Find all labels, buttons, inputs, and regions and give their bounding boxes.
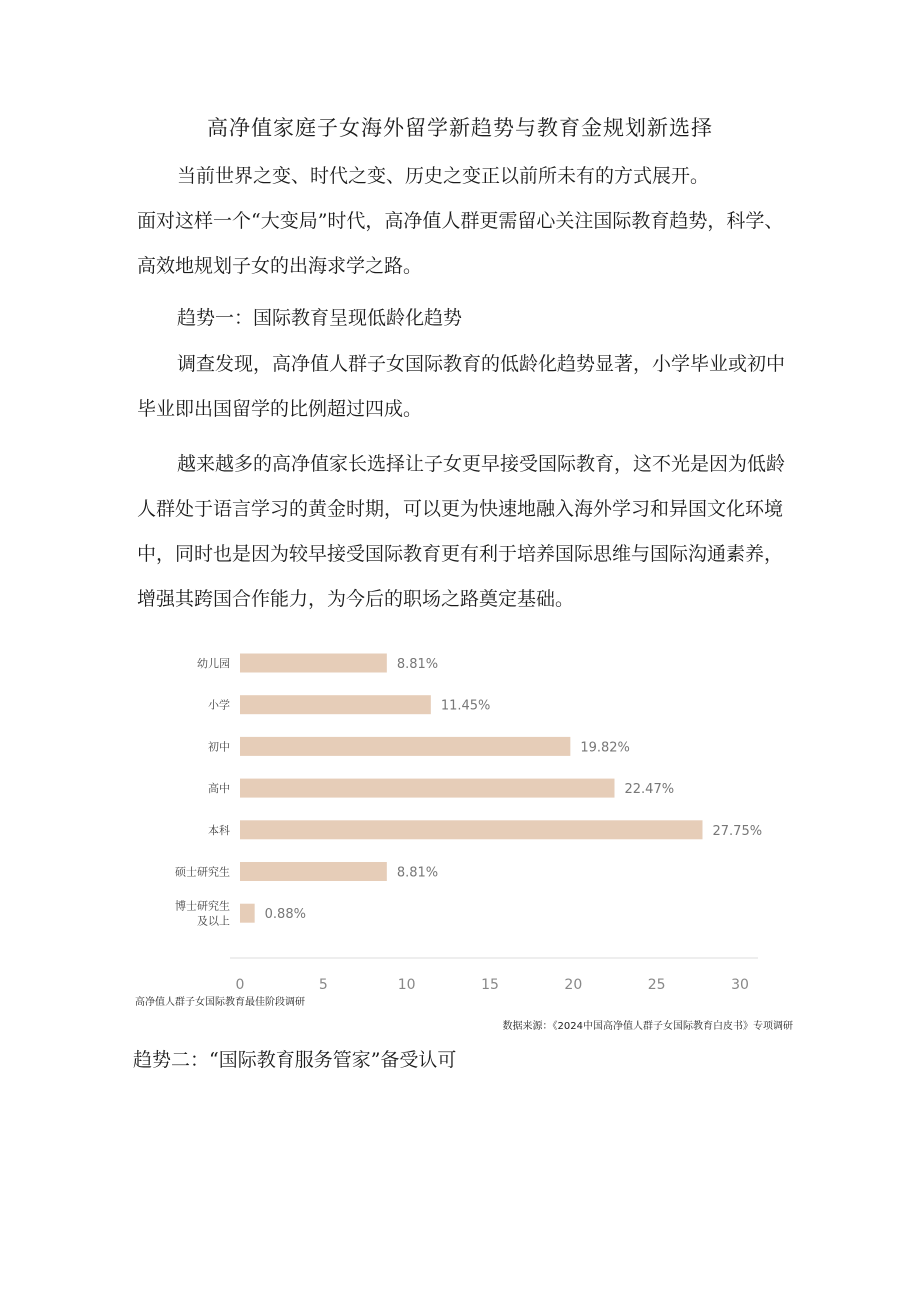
x-tick-label-3: 10 — [397, 977, 416, 993]
trend1-paragraph-2: 越来越多的高净值家长选择让子女更早接受国际教育，这不光是因为低龄人群处于语言学习的黄金时期，可以更为快速地融入海外学习和异国文化环境中，同时也是因为较早接受国际教育更有利于培养国际思维与国际沟通素养，增强其跨国合作能力，为今后的职场之路奠定基础。 — [137, 453, 786, 610]
value-label-1: 8.81% — [396, 657, 439, 672]
category-label-3: 初中 — [208, 740, 230, 754]
x-tick-label-7: 30 — [731, 977, 749, 993]
intro-line-1: 当前世界之变、时代之变、历史之变正以前所未有的方式展开。 — [177, 165, 710, 187]
trend2-heading: 趋势二：“国际教育服务管家”备受认可 — [133, 1049, 457, 1071]
chart-caption: 高净值人群子女国际教育最佳阶段调研 — [135, 997, 305, 1008]
value-label-2: 11.45% — [440, 698, 491, 714]
bar-6 — [240, 862, 387, 881]
intro-line-2: 面对这样一个“大变局”时代，高净值人群更需留心关注国际教育趋势，科学、高效地规划子女的出海求学之路。 — [137, 210, 784, 277]
bar-2 — [240, 695, 431, 714]
value-label-7: 0.88% — [264, 907, 306, 923]
x-tick-label-2: 5 — [318, 977, 328, 993]
chart-source: 数据来源：《2024中国高净值人群子女国际教育白皮书》专项调研 — [502, 1021, 793, 1032]
category-label-4: 高中 — [208, 782, 230, 796]
value-label-3: 19.82% — [580, 740, 630, 756]
bar-7 — [240, 904, 255, 923]
stage-bar-chart — [130, 640, 790, 1030]
trend1-paragraph-1: 调查发现，高净值人群子女国际教育的低龄化趋势显著，小学毕业或初中毕业即出国留学的比例超过四成。 — [137, 353, 786, 420]
value-label-5: 27.75% — [712, 823, 763, 839]
bar-3 — [240, 737, 570, 756]
value-label-4: 22.47% — [624, 782, 675, 798]
category-label-2: 小学 — [208, 698, 230, 712]
x-tick-label-4: 15 — [481, 977, 499, 993]
x-tick-label-6: 25 — [647, 977, 666, 993]
category-label-5: 本科 — [208, 823, 230, 837]
bar-4 — [240, 779, 615, 798]
value-label-6: 8.81% — [396, 865, 439, 881]
x-tick-label-5: 20 — [564, 977, 583, 993]
bar-5 — [240, 820, 703, 839]
category-label-6: 硕士研究生 — [175, 865, 230, 879]
bar-1 — [240, 654, 387, 673]
category-label-1: 幼儿园 — [197, 657, 230, 670]
x-tick-label-1: 0 — [235, 977, 245, 993]
document-title: 高净值家庭子女海外留学新趋势与教育金规划新选择 — [207, 116, 713, 140]
trend1-heading: 趋势一：国际教育呈现低龄化趋势 — [177, 307, 463, 329]
category-label-7: 博士研究生及以上 — [175, 899, 230, 928]
